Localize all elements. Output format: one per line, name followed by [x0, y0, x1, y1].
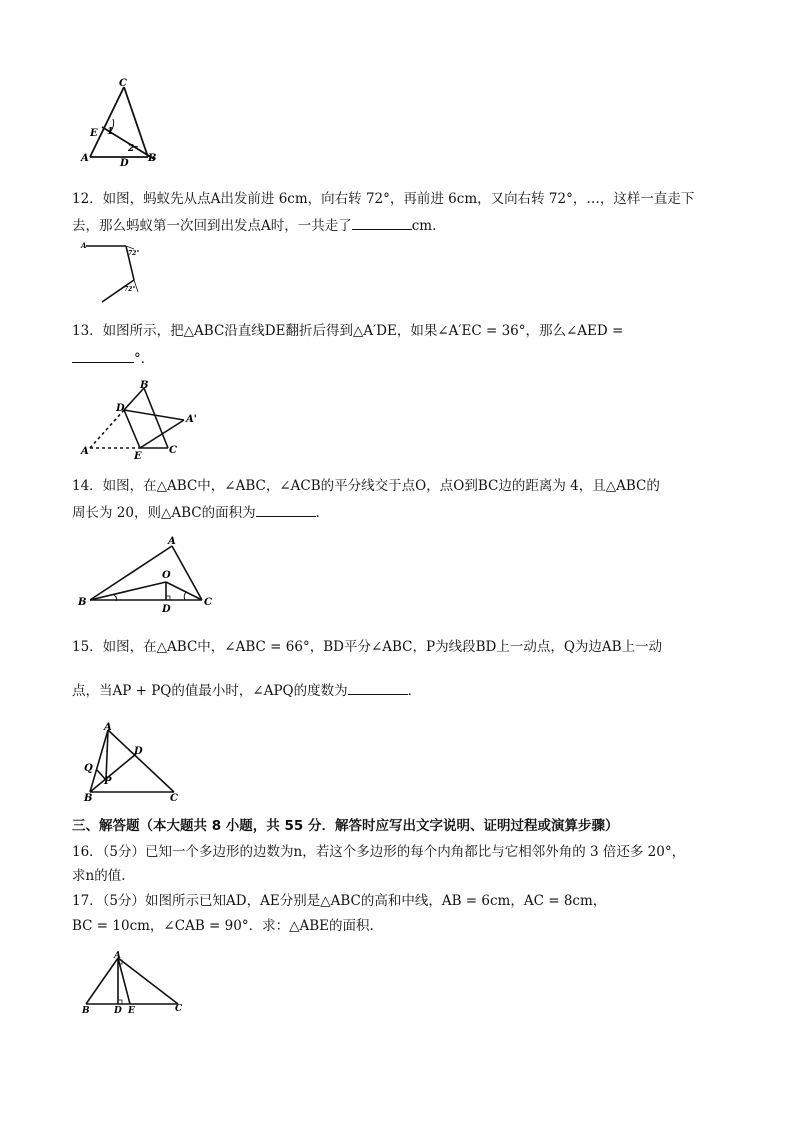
label-C: C: [119, 78, 127, 89]
label-turn-72-1: 72°: [128, 250, 140, 257]
label-turn-72-2: 72°: [124, 286, 136, 293]
q13-unit: °．: [134, 351, 155, 367]
figure-q13-fold: [80, 380, 205, 460]
label-B: B: [140, 380, 149, 391]
q16-line1: 16．（5分）已知一个多边形的边数为n，若这个多边形的每个内角都比与它相邻外角的 3 倍还多 20°，: [72, 844, 686, 860]
label-C: C: [169, 445, 177, 456]
q17-line2: BC = 10cm，∠CAB = 90°．求：△ABE的面积.: [72, 918, 374, 934]
label-E: E: [128, 1006, 135, 1016]
q14-end: ．: [315, 505, 330, 521]
label-A: A: [114, 951, 121, 961]
section-heading-solutions: 三、解答题（本大题共 8 小题，共 55 分．解答时应写出文字说明、证明过程或演算步骤）: [72, 818, 619, 834]
q14-line2: [72, 502, 329, 522]
label-angle-2: 2: [128, 144, 135, 154]
figure-q12-ant-path: [80, 240, 150, 305]
answer-blank-q12[interactable]: [352, 215, 412, 230]
figure-q17-height-median: [80, 950, 190, 1020]
q14-line1: 14．如图，在△ABC中，∠ABC，∠ACB的平分线交于点O，点O到BC边的距离为 4，且△ABC的: [72, 478, 660, 494]
q17-line1: 17．（5分）如图所示已知AD，AE分别是△ABC的高和中线，AB = 6cm，AC = 8cm，: [72, 893, 607, 909]
label-A: A: [104, 722, 112, 733]
label-angle-1: 1: [107, 127, 114, 137]
label-B: B: [148, 153, 157, 164]
label-A-prime: A': [186, 414, 197, 425]
q12-text: 去，那么蚂蚁第一次回到出发点A时，一共走了: [72, 218, 352, 234]
q12-line2: [72, 215, 436, 235]
label-P: P: [104, 776, 112, 787]
answer-blank-q13[interactable]: [72, 348, 134, 363]
label-D: D: [162, 604, 171, 615]
label-O: O: [162, 570, 171, 581]
label-E: E: [90, 128, 98, 139]
figure-q11-triangle: [78, 75, 168, 169]
q13-line2: [72, 348, 154, 368]
q12-line1: 12．如图，蚂蚁先从点A出发前进 6cm，向右转 72°，再前进 6cm，又向右转 72°，…，这样一直走下: [72, 191, 695, 207]
q15-line1: 15．如图，在△ABC中，∠ABC = 66°，BD平分∠ABC，P为线段BD上一动点，Q为边AB上一动: [72, 639, 663, 655]
label-D: D: [116, 403, 125, 414]
label-C: C: [204, 597, 212, 608]
q15-line2: [72, 680, 421, 700]
answer-blank-q15[interactable]: [348, 680, 408, 695]
label-D: D: [134, 746, 143, 757]
q15-end: ．: [407, 683, 422, 699]
label-D: D: [120, 158, 129, 169]
label-B: B: [78, 597, 87, 608]
label-C: C: [175, 1004, 183, 1014]
label-A-start: A: [81, 241, 87, 250]
label-A: A: [168, 536, 176, 547]
q14-text: 周长为 20，则△ABC的面积为: [72, 505, 256, 521]
label-A: A: [81, 153, 89, 164]
figure-q14-incenter: [76, 532, 221, 614]
label-B: B: [84, 793, 93, 804]
q15-text: 点，当AP + PQ的值最小时，∠APQ的度数为: [72, 683, 348, 699]
label-B: B: [82, 1006, 90, 1016]
label-E: E: [134, 451, 142, 462]
label-D: D: [114, 1006, 122, 1016]
answer-blank-q14[interactable]: [256, 502, 316, 517]
figure-q15-min-path: [80, 720, 190, 802]
label-A: A: [81, 446, 89, 457]
label-Q: Q: [84, 763, 93, 774]
label-C: C: [170, 793, 178, 804]
q12-unit: cm.: [411, 218, 437, 234]
q16-line2: 求n的值.: [72, 868, 126, 884]
q13-line1: 13．如图所示，把△ABC沿直线DE翻折后得到△A′DE，如果∠A′EC = 36°，那么∠AED =: [72, 323, 624, 339]
